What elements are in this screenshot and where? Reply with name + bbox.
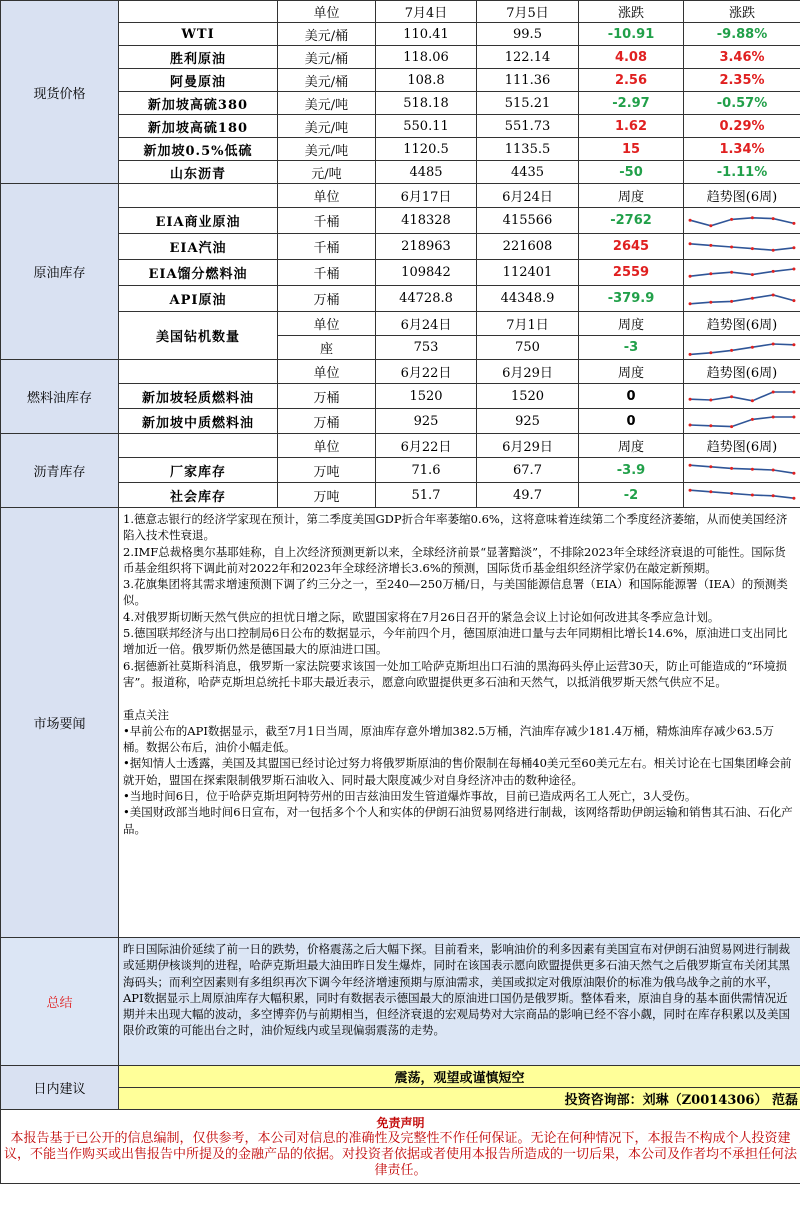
weekly-change: 0: [579, 409, 684, 434]
blank-header-cell: [119, 360, 278, 384]
news-item: 2.IMF总裁格奥尔基耶娃称，自上次经济预测更新以来，全球经济前景“显著黯淡”，不排除2023年全球经济衰退的可能性。国际货币基金组织将下调此前对2022年和2023年全球经济增长3.6%的预测，国际货币基金组织经济学家仍在敲定新预期。: [123, 544, 786, 575]
sparkline-point: [772, 248, 775, 251]
trend-cell: [684, 208, 800, 234]
column-header: 7月4日: [376, 1, 477, 23]
value-week1: 1520: [376, 384, 477, 409]
advisor-row: [1, 1088, 800, 1110]
crude-row: [1, 260, 800, 286]
sparkline-point: [730, 425, 733, 428]
sparkline-point: [730, 270, 733, 273]
focus-item: •美国财政部当地时间6日宣布，对一包括多个个人和实体的伊朗石油贸易网络进行制裁，该网络帮助伊朗运输和销售其石油、石化产品。: [123, 805, 793, 836]
trend-sparkline: [686, 485, 798, 505]
advisor-credit: 投资咨询部：刘琳（Z0014306） 范磊: [119, 1088, 800, 1110]
weekly-change: -379.9: [579, 286, 684, 312]
unit: 美元/桶: [278, 46, 376, 69]
value-week2: 415566: [477, 208, 579, 234]
sparkline-point: [751, 399, 754, 402]
trend-cell: [684, 286, 800, 312]
column-header: 6月22日: [376, 434, 477, 458]
value-week2: 221608: [477, 234, 579, 260]
change-percent: 3.46%: [684, 46, 800, 69]
unit: 元/吨: [278, 161, 376, 184]
disclaimer-text: 本报告基于已公开的信息编制，仅供参考，本公司对信息的准确性及完整性不作任何保证。无论在何种情况下，本报告不构成个人投资建议，不能当作购买或出售报告中所提及的金融产品的依据。对投资者依据或者使用本报告所造成的一切后果，本公司及作者均不承担任何法律责任。: [3, 1130, 797, 1178]
sparkline-point: [689, 274, 692, 277]
section-label-crude: 原油库存: [1, 184, 119, 360]
value-week2: 67.7: [477, 458, 579, 483]
fuel-row: [1, 384, 800, 409]
value-week1: 51.7: [376, 483, 477, 508]
sparkline-point: [689, 302, 692, 305]
sparkline-point: [792, 497, 795, 500]
column-header: 周度: [579, 434, 684, 458]
value-day2: 99.5: [477, 23, 579, 46]
column-header: 周度: [579, 184, 684, 208]
sparkline-point: [730, 348, 733, 351]
sparkline-point: [709, 424, 712, 427]
sparkline-point: [792, 246, 795, 249]
value-day2: 1135.5: [477, 138, 579, 161]
product-name: 胜利原油: [119, 46, 278, 69]
sparkline-line: [690, 243, 794, 249]
sparkline-point: [689, 352, 692, 355]
trend-sparkline: [686, 386, 798, 406]
asphalt-row: [1, 483, 800, 508]
product-name: EIA汽油: [119, 234, 278, 260]
column-header: 单位: [278, 312, 376, 336]
value-week2: 925: [477, 409, 579, 434]
sparkline-point: [792, 221, 795, 224]
rig-count-label: 美国钻机数量: [119, 312, 278, 360]
focus-item: •当地时间6日，位于哈萨克斯坦阿特劳州的田吉兹油田发生管道爆炸事故，目前已造成两名工人死亡，3人受伤。: [123, 789, 697, 804]
sparkline-point: [709, 243, 712, 246]
trend-cell: [684, 409, 800, 434]
value-day1: 518.18: [376, 92, 477, 115]
sparkline-line: [690, 269, 794, 276]
value-day2: 111.36: [477, 69, 579, 92]
value-week1: 44728.8: [376, 286, 477, 312]
value-week1: 109842: [376, 260, 477, 286]
section-label-advice: 日内建议: [1, 1066, 119, 1110]
sparkline-point: [772, 469, 775, 472]
sparkline-line: [690, 490, 794, 498]
value-day2: 551.73: [477, 115, 579, 138]
spot-row: [1, 138, 800, 161]
unit: 千桶: [278, 208, 376, 234]
fuel-header-row: [1, 360, 800, 384]
change-percent: 0.29%: [684, 115, 800, 138]
sparkline-point: [792, 267, 795, 270]
unit: 美元/桶: [278, 69, 376, 92]
value-day1: 1120.5: [376, 138, 477, 161]
sparkline-point: [751, 296, 754, 299]
change-percent: 2.35%: [684, 69, 800, 92]
unit: 美元/桶: [278, 23, 376, 46]
column-header: 趋势图(6周): [684, 312, 800, 336]
sparkline-point: [709, 399, 712, 402]
column-header: 6月29日: [477, 434, 579, 458]
trend-sparkline: [686, 338, 798, 358]
value-day2: 122.14: [477, 46, 579, 69]
sparkline-point: [709, 224, 712, 227]
product-name: API原油: [119, 286, 278, 312]
sparkline-line: [690, 465, 794, 473]
unit: 万桶: [278, 286, 376, 312]
value-week1: 218963: [376, 234, 477, 260]
sparkline-point: [772, 494, 775, 497]
unit: 万桶: [278, 409, 376, 434]
sparkline-point: [689, 489, 692, 492]
spot-header-row: [1, 1, 800, 23]
unit: 座: [278, 336, 376, 360]
unit: 万桶: [278, 384, 376, 409]
product-name: WTI: [119, 23, 278, 46]
blank-header-cell: [119, 434, 278, 458]
news-row: [1, 508, 800, 938]
change-percent: -0.57%: [684, 92, 800, 115]
value-day2: 4435: [477, 161, 579, 184]
section-label-spot: 现货价格: [1, 1, 119, 184]
column-header: 趋势图(6周): [684, 434, 800, 458]
change-value: -2.97: [579, 92, 684, 115]
sparkline-line: [690, 295, 794, 304]
unit: 万吨: [278, 458, 376, 483]
news-item: 3.花旗集团将其需求增速预测下调了约三分之一，至240—250万桶/日，与美国能源信息署（EIA）和国际能源署（IEA）的预测类似。: [123, 577, 788, 608]
value-week2: 44348.9: [477, 286, 579, 312]
sparkline-line: [690, 392, 794, 401]
change-value: -10.91: [579, 23, 684, 46]
product-name: EIA馏分燃料油: [119, 260, 278, 286]
column-header: 7月1日: [477, 312, 579, 336]
news-item: 6.据德新社莫斯科消息，俄罗斯一家法院要求该国一处加工哈萨克斯坦出口石油的黑海码头停止运营30天，防止可能造成的“环境损害”。报道称，哈萨克斯坦总统托卡耶夫最近表示，愿意向欧盟提供更多石油和天然气，以抵消俄罗斯天然气供应不足。: [123, 658, 787, 689]
column-header: 周度: [579, 360, 684, 384]
disclaimer: [1, 1110, 800, 1184]
news-item: 4.对俄罗斯切断天然气供应的担忧日增之际，欧盟国家将在7月26日召开的紧急会议上讨论如何改进其冬季应急计划。: [123, 609, 720, 624]
sparkline-point: [792, 472, 795, 475]
focus-item: •据知情人士透露，美国及其盟国已经讨论过努力将俄罗斯原油的售价限制在每桶40美元至60美元左右。相关讨论在七国集团峰会前就开始，盟国在探索限制俄罗斯石油收入、同时最大限度减少对自身经济冲击的数种途径。: [123, 756, 792, 787]
value-day2: 515.21: [477, 92, 579, 115]
sparkline-point: [689, 218, 692, 221]
sparkline-point: [689, 242, 692, 245]
sparkline-line: [690, 417, 794, 427]
product-name: 新加坡高硫180: [119, 115, 278, 138]
change-value: 1.62: [579, 115, 684, 138]
product-name: 山东沥青: [119, 161, 278, 184]
blank-header-cell: [119, 1, 278, 23]
value-week1: 753: [376, 336, 477, 360]
blank-header-cell: [119, 184, 278, 208]
spacer: [123, 690, 796, 706]
unit: 美元/吨: [278, 115, 376, 138]
sparkline-point: [751, 216, 754, 219]
spot-row: [1, 92, 800, 115]
value-day1: 118.06: [376, 46, 477, 69]
sparkline-point: [709, 465, 712, 468]
unit: 美元/吨: [278, 92, 376, 115]
sparkline-point: [792, 391, 795, 394]
sparkline-point: [730, 467, 733, 470]
sparkline-point: [772, 293, 775, 296]
trend-sparkline: [686, 411, 798, 431]
unit: 万吨: [278, 483, 376, 508]
product-name: 新加坡0.5%低硫: [119, 138, 278, 161]
sparkline-point: [772, 391, 775, 394]
news-item: 1.德意志银行的经济学家现在预计，第二季度美国GDP折合年率萎缩0.6%，这将意味着连续第二个季度经济萎缩，从而使美国经济陷入技术性衰退。: [123, 512, 788, 543]
product-name: 新加坡中质燃料油: [119, 409, 278, 434]
unit: 美元/吨: [278, 138, 376, 161]
sparkline-point: [772, 342, 775, 345]
trend-cell: [684, 260, 800, 286]
sparkline-point: [709, 490, 712, 493]
value-week2: 49.7: [477, 483, 579, 508]
value-week1: 418328: [376, 208, 477, 234]
disclaimer-row: [1, 1110, 800, 1184]
sparkline-point: [730, 245, 733, 248]
value-day1: 550.11: [376, 115, 477, 138]
fuel-row: [1, 409, 800, 434]
change-percent: -9.88%: [684, 23, 800, 46]
trend-sparkline: [686, 211, 798, 231]
sparkline-point: [792, 416, 795, 419]
column-header: 单位: [278, 360, 376, 384]
column-header: 趋势图(6周): [684, 184, 800, 208]
crude-header-row: [1, 184, 800, 208]
sparkline-point: [730, 217, 733, 220]
crude-row: [1, 208, 800, 234]
news-item: 5.德国联邦经济与出口控制局6日公布的数据显示，今年前四个月，德国原油进口量与去年同期相比增长14.6%，原油进口支出同比增加近一倍。俄罗斯仍然是德国最大的原油进口国。: [123, 626, 788, 657]
crude-row: [1, 286, 800, 312]
value-week2: 750: [477, 336, 579, 360]
weekly-change: 0: [579, 384, 684, 409]
rigs-header-row: [1, 312, 800, 336]
spot-row: [1, 69, 800, 92]
change-percent: 1.34%: [684, 138, 800, 161]
trend-sparkline: [686, 263, 798, 283]
change-value: 4.08: [579, 46, 684, 69]
asphalt-row: [1, 458, 800, 483]
disclaimer-title: 免责声明: [376, 1115, 425, 1130]
trend-sparkline: [686, 289, 798, 309]
product-name: 社会库存: [119, 483, 278, 508]
section-label-news: 市场要闻: [1, 508, 119, 938]
sparkline-point: [751, 273, 754, 276]
column-header: 单位: [278, 184, 376, 208]
change-percent: -1.11%: [684, 161, 800, 184]
news-content: [119, 508, 800, 938]
spot-row: [1, 23, 800, 46]
column-header: 6月24日: [376, 312, 477, 336]
sparkline-point: [792, 299, 795, 302]
trend-cell: [684, 234, 800, 260]
sparkline-point: [730, 299, 733, 302]
trend-sparkline: [686, 460, 798, 480]
advice-text: 震荡，观望或谨慎短空: [119, 1066, 800, 1088]
value-week1: 71.6: [376, 458, 477, 483]
sparkline-point: [751, 345, 754, 348]
trend-cell: [684, 483, 800, 508]
column-header: 7月5日: [477, 1, 579, 23]
section-label-summary: 总结: [1, 938, 119, 1066]
weekly-change: -2: [579, 483, 684, 508]
value-week2: 112401: [477, 260, 579, 286]
focus-title: 重点关注: [123, 707, 169, 722]
change-value: 15: [579, 138, 684, 161]
trend-cell: [684, 458, 800, 483]
unit: 千桶: [278, 234, 376, 260]
sparkline-point: [689, 398, 692, 401]
column-header: 周度: [579, 312, 684, 336]
sparkline-point: [709, 300, 712, 303]
weekly-change: -3.9: [579, 458, 684, 483]
value-day1: 108.8: [376, 69, 477, 92]
column-header: 单位: [278, 1, 376, 23]
crude-row: [1, 234, 800, 260]
product-name: EIA商业原油: [119, 208, 278, 234]
sparkline-point: [751, 494, 754, 497]
advice-row: [1, 1066, 800, 1088]
sparkline-point: [751, 468, 754, 471]
weekly-change: 2559: [579, 260, 684, 286]
product-name: 厂家库存: [119, 458, 278, 483]
sparkline-line: [690, 344, 794, 354]
column-header: 6月22日: [376, 360, 477, 384]
change-value: 2.56: [579, 69, 684, 92]
product-name: 新加坡高硫380: [119, 92, 278, 115]
sparkline-point: [792, 343, 795, 346]
value-day1: 110.41: [376, 23, 477, 46]
value-day1: 4485: [376, 161, 477, 184]
sparkline-point: [772, 269, 775, 272]
value-week1: 925: [376, 409, 477, 434]
section-label-asphalt: 沥青库存: [1, 434, 119, 508]
spot-row: [1, 46, 800, 69]
summary-text: 昨日国际油价延续了前一日的跌势，价格震荡之后大幅下探。目前看来，影响油价的利多因素有美国宣布对伊朗石油贸易网进行制裁或延期伊核谈判的进程，哈萨克斯坦最大油田昨日发生爆炸，同时在该国表示愿向欧盟提供更多石油天然气之后俄罗斯宣布关闭其黑海码头；而利空因素则有多组织再次下调今年经济增速预期与原油需求，美国或拟定对俄原油限价的标准为俄乌战争之前的水平，API数据显示上周原油库存大幅积累，同时有数据表示德国最大的原油进口国仍是俄罗斯。整体看来，原油自身的基本面供需情况近期并未出现大幅的波动，多空博弈仍与前期相当，但经济衰退的宏观局势对大宗商品的影响已经不容小觑，同时在库存积累以及美国限价政策的可能出台之时，油价短线内或呈现偏弱震荡的走势。: [119, 938, 800, 1066]
product-name: 新加坡轻质燃料油: [119, 384, 278, 409]
sparkline-point: [772, 416, 775, 419]
unit: 千桶: [278, 260, 376, 286]
weekly-change: 2645: [579, 234, 684, 260]
focus-item: •早前公布的API数据显示，截至7月1日当周，原油库存意外增加382.5万桶，汽油库存减少181.4万桶，精炼油库存减少63.5万桶。数据公布后，油价小幅走低。: [123, 723, 774, 755]
product-name: 阿曼原油: [119, 69, 278, 92]
summary-row: [1, 938, 800, 1066]
sparkline-point: [730, 395, 733, 398]
trend-sparkline: [686, 237, 798, 257]
trend-cell: [684, 336, 800, 360]
column-header: 涨跌: [684, 1, 800, 23]
column-header: 6月24日: [477, 184, 579, 208]
sparkline-point: [709, 272, 712, 275]
weekly-change: -3: [579, 336, 684, 360]
weekly-change: -2762: [579, 208, 684, 234]
sparkline-point: [751, 418, 754, 421]
sparkline-point: [730, 492, 733, 495]
sparkline-point: [772, 217, 775, 220]
sparkline-point: [709, 351, 712, 354]
asphalt-header-row: [1, 434, 800, 458]
column-header: 涨跌: [579, 1, 684, 23]
sparkline-point: [689, 464, 692, 467]
section-label-fuel: 燃料油库存: [1, 360, 119, 434]
spot-row: [1, 115, 800, 138]
column-header: 单位: [278, 434, 376, 458]
sparkline-line: [690, 217, 794, 225]
sparkline-point: [751, 247, 754, 250]
spot-row: [1, 161, 800, 184]
sparkline-point: [689, 424, 692, 427]
value-week2: 1520: [477, 384, 579, 409]
column-header: 趋势图(6周): [684, 360, 800, 384]
column-header: 6月29日: [477, 360, 579, 384]
change-value: -50: [579, 161, 684, 184]
column-header: 6月17日: [376, 184, 477, 208]
trend-cell: [684, 384, 800, 409]
